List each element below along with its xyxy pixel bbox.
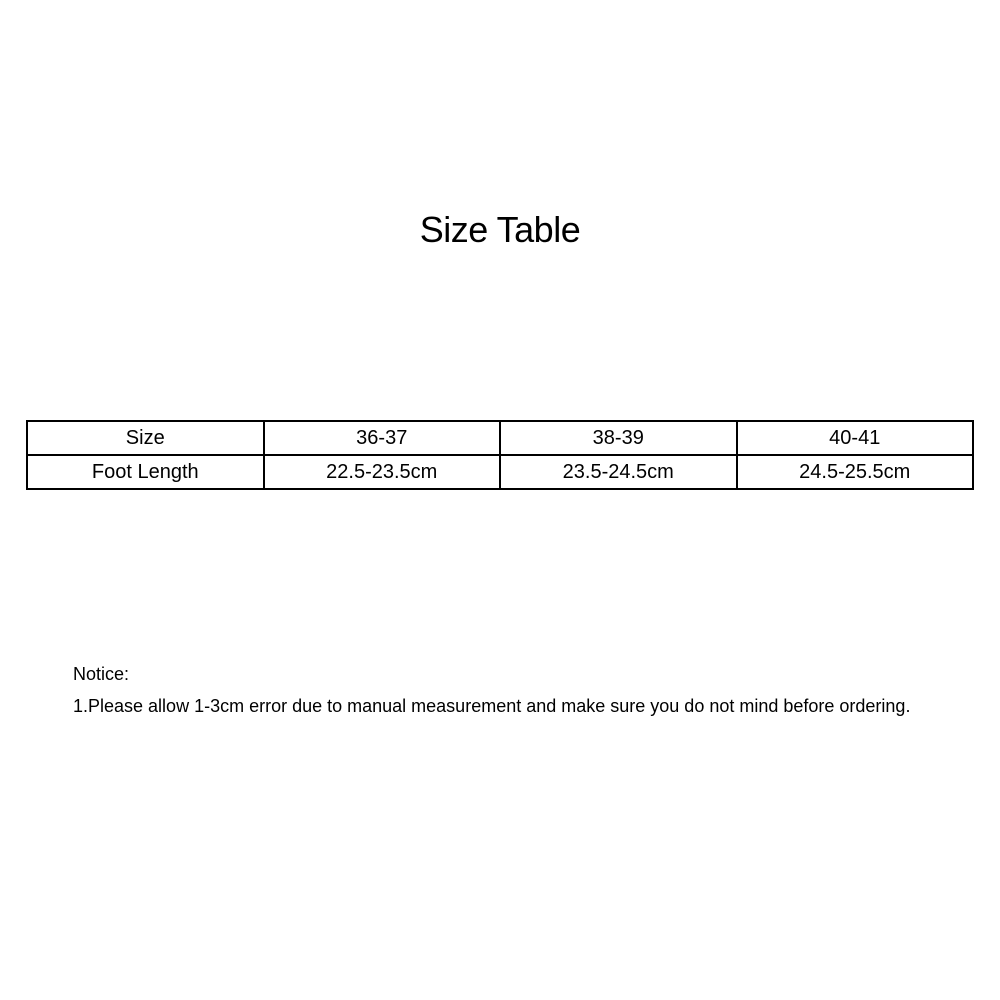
table-row	[27, 455, 973, 489]
notice-item: 1.Please allow 1-3cm error due to manual measurement and make sure you do not mind before ordering.	[73, 696, 911, 716]
page-title: Size Table	[419, 209, 581, 250]
size-table	[26, 420, 974, 490]
table-cell-size-38-39: 38-39	[500, 421, 737, 455]
table-cell-size-40-41: 40-41	[737, 421, 974, 455]
notice-section	[73, 658, 973, 722]
notice-heading: Notice:	[73, 664, 130, 684]
table-cell-size-header: Size	[27, 421, 264, 455]
table-cell-foot-length-38-39: 23.5-24.5cm	[500, 455, 737, 489]
table-cell-size-36-37: 36-37	[264, 421, 501, 455]
table-cell-foot-length-40-41: 24.5-25.5cm	[737, 455, 974, 489]
table-cell-foot-length-36-37: 22.5-23.5cm	[264, 455, 501, 489]
table-row	[27, 421, 973, 455]
table-cell-foot-length-header: Foot Length	[27, 455, 264, 489]
